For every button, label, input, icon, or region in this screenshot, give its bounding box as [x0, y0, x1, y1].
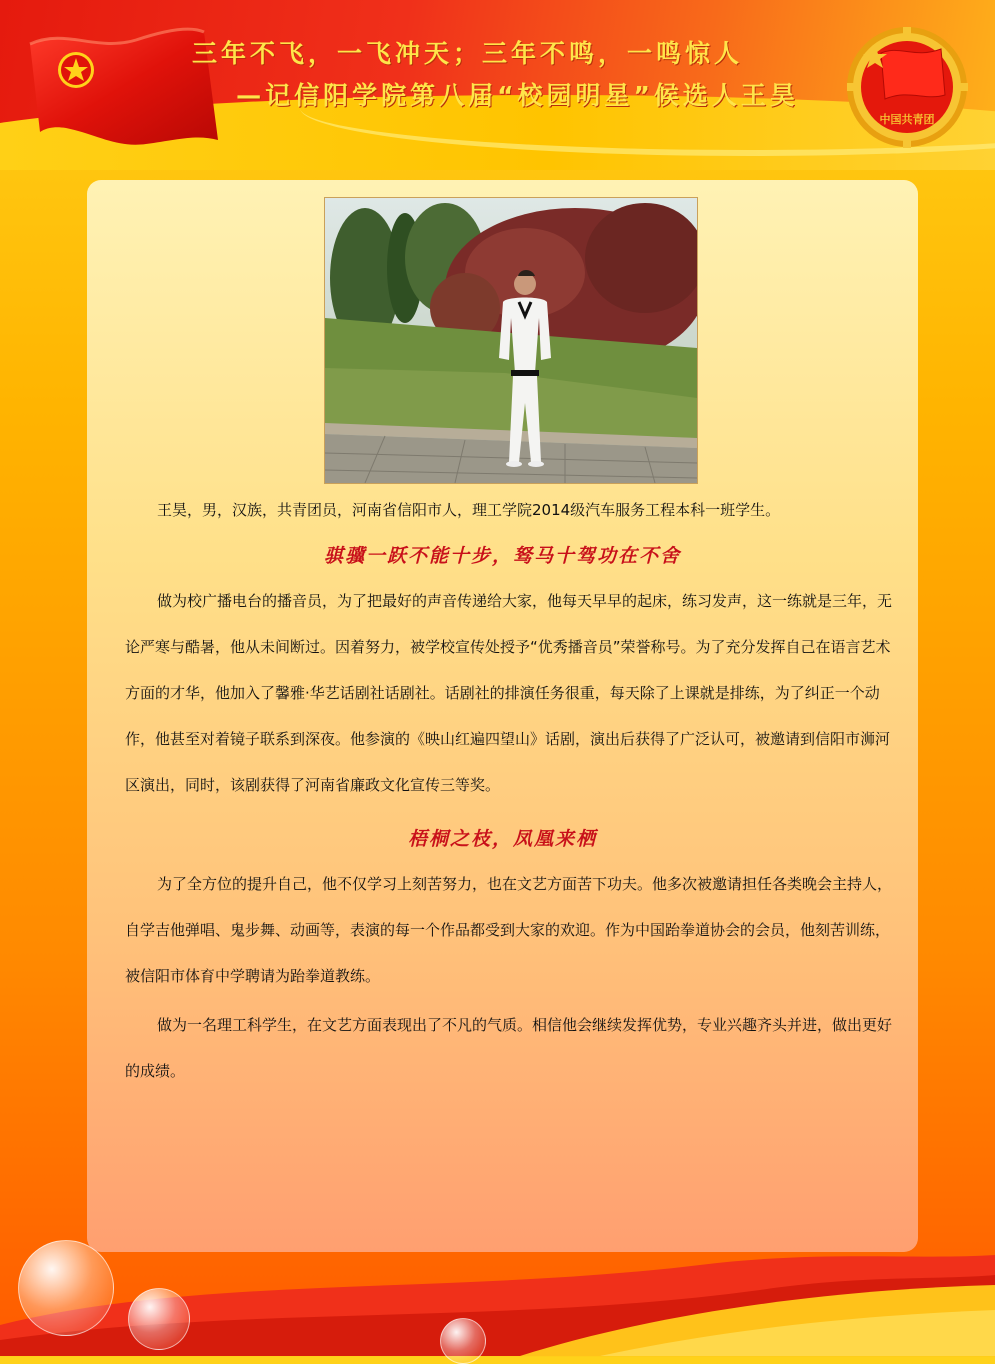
section-heading-1: 骐骥一跃不能十步，驽马十驾功在不舍: [323, 545, 681, 567]
section-heading-2: 梧桐之枝，凤凰来栖: [407, 828, 597, 850]
page-title-line1: 三年不飞，一飞冲天；三年不鸣，一鸣惊人: [191, 39, 743, 68]
decorative-bubble: [128, 1288, 190, 1350]
decorative-bubble: [440, 1318, 486, 1364]
portrait-photo: [324, 197, 698, 484]
body-paragraph-3: 做为一名理工科学生，在文艺方面表现出了不凡的气质。相信他会继续发挥优势，专业兴趣齐头并进，做出更好的成绩。: [125, 1016, 893, 1080]
youth-league-emblem-icon: [845, 25, 970, 150]
page-title-line2: —记信阳学院第八届“校园明星”候选人王昊: [236, 81, 799, 110]
body-paragraph-1: 做为校广播电台的播音员，为了把最好的声音传递给大家，他每天早早的起床，练习发声，这一练就是三年，无论严寒与酷暑，他从未间断过。因着努力，被学校宣传处授予“优秀播音员”荣誉称号。为了充分发挥自己在语言艺术方面的才华，他加入了馨雅·华艺话剧社话剧社。话剧社的排演任务很重，每天除了上课就是排练，为了纠正一个动作，他甚至对着镜子联系到深夜。他参演的《映山红遍四望山》话剧，演出后获得了广泛认可，被邀请到信阳市浉河区演出，同时，该剧获得了河南省廉政文化宣传三等奖。: [125, 592, 893, 794]
decorative-bubble: [18, 1240, 114, 1336]
body-paragraph-2: 为了全方位的提升自己，他不仅学习上刻苦努力，也在文艺方面苦下功夫。他多次被邀请担任各类晚会主持人，自学吉他弹唱、鬼步舞、动画等，表演的每一个作品都受到大家的欢迎。作为中国跆拳道协会的会员，他刻苦训练，被信阳市体育中学聘请为跆拳道教练。: [125, 875, 893, 985]
intro-paragraph: 王昊，男，汉族，共青团员，河南省信阳市人，理工学院2014级汽车服务工程本科一班学生。: [157, 501, 781, 519]
badge-text: 中国共青团: [879, 114, 935, 126]
